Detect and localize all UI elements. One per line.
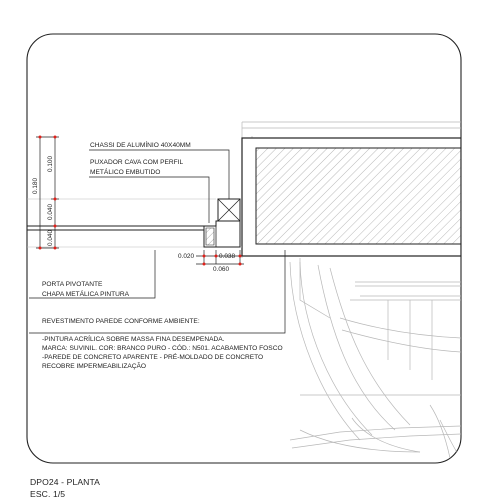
- label-revest-3: -PAREDE DE CONCRETO APARENTE - PRÉ-MOLDADO DE CONCRETO: [42, 354, 264, 361]
- label-chassi: CHASSI DE ALUMÍNIO 40X40MM: [90, 142, 191, 149]
- dim-0040-lower: 0.040: [47, 230, 54, 246]
- label-puxador-2: METÁLICO EMBUTIDO: [90, 169, 161, 176]
- label-revest-2: MARCA: SUVINIL. COR: BRANCO PURO - CÓD.: N501. ACABAMENTO FOSCO: [42, 345, 283, 352]
- label-revest-1: -PINTURA ACRÍLICA SOBRE MASSA FINA DESEMPENADA.: [42, 336, 225, 343]
- chassis-profile: [204, 199, 240, 247]
- label-revest-title: REVESTIMENTO PAREDE CONFORME AMBIENTE:: [42, 318, 200, 325]
- drawing-scale: ESC. 1/5: [30, 489, 66, 499]
- label-porta-2: CHAPA METÁLICA PINTURA: [42, 291, 130, 298]
- dim-0040-upper: 0.040: [47, 204, 54, 220]
- label-revest-4: RECOBRE IMPERMEABILIZAÇÃO: [42, 363, 147, 370]
- dim-0060: 0.060: [213, 266, 229, 273]
- label-porta-1: PORTA PIVOTANTE: [42, 281, 103, 288]
- dim-0020: 0.020: [178, 253, 194, 260]
- dim-0038: 0.038: [219, 253, 235, 260]
- dim-0180: 0.180: [32, 178, 39, 194]
- drawing-title: DPO24 - PLANTA: [30, 477, 101, 487]
- dim-0100: 0.100: [47, 156, 54, 172]
- wall-hatched-panel: [256, 148, 461, 244]
- label-puxador-1: PUXADOR CAVA COM PERFIL: [90, 159, 184, 166]
